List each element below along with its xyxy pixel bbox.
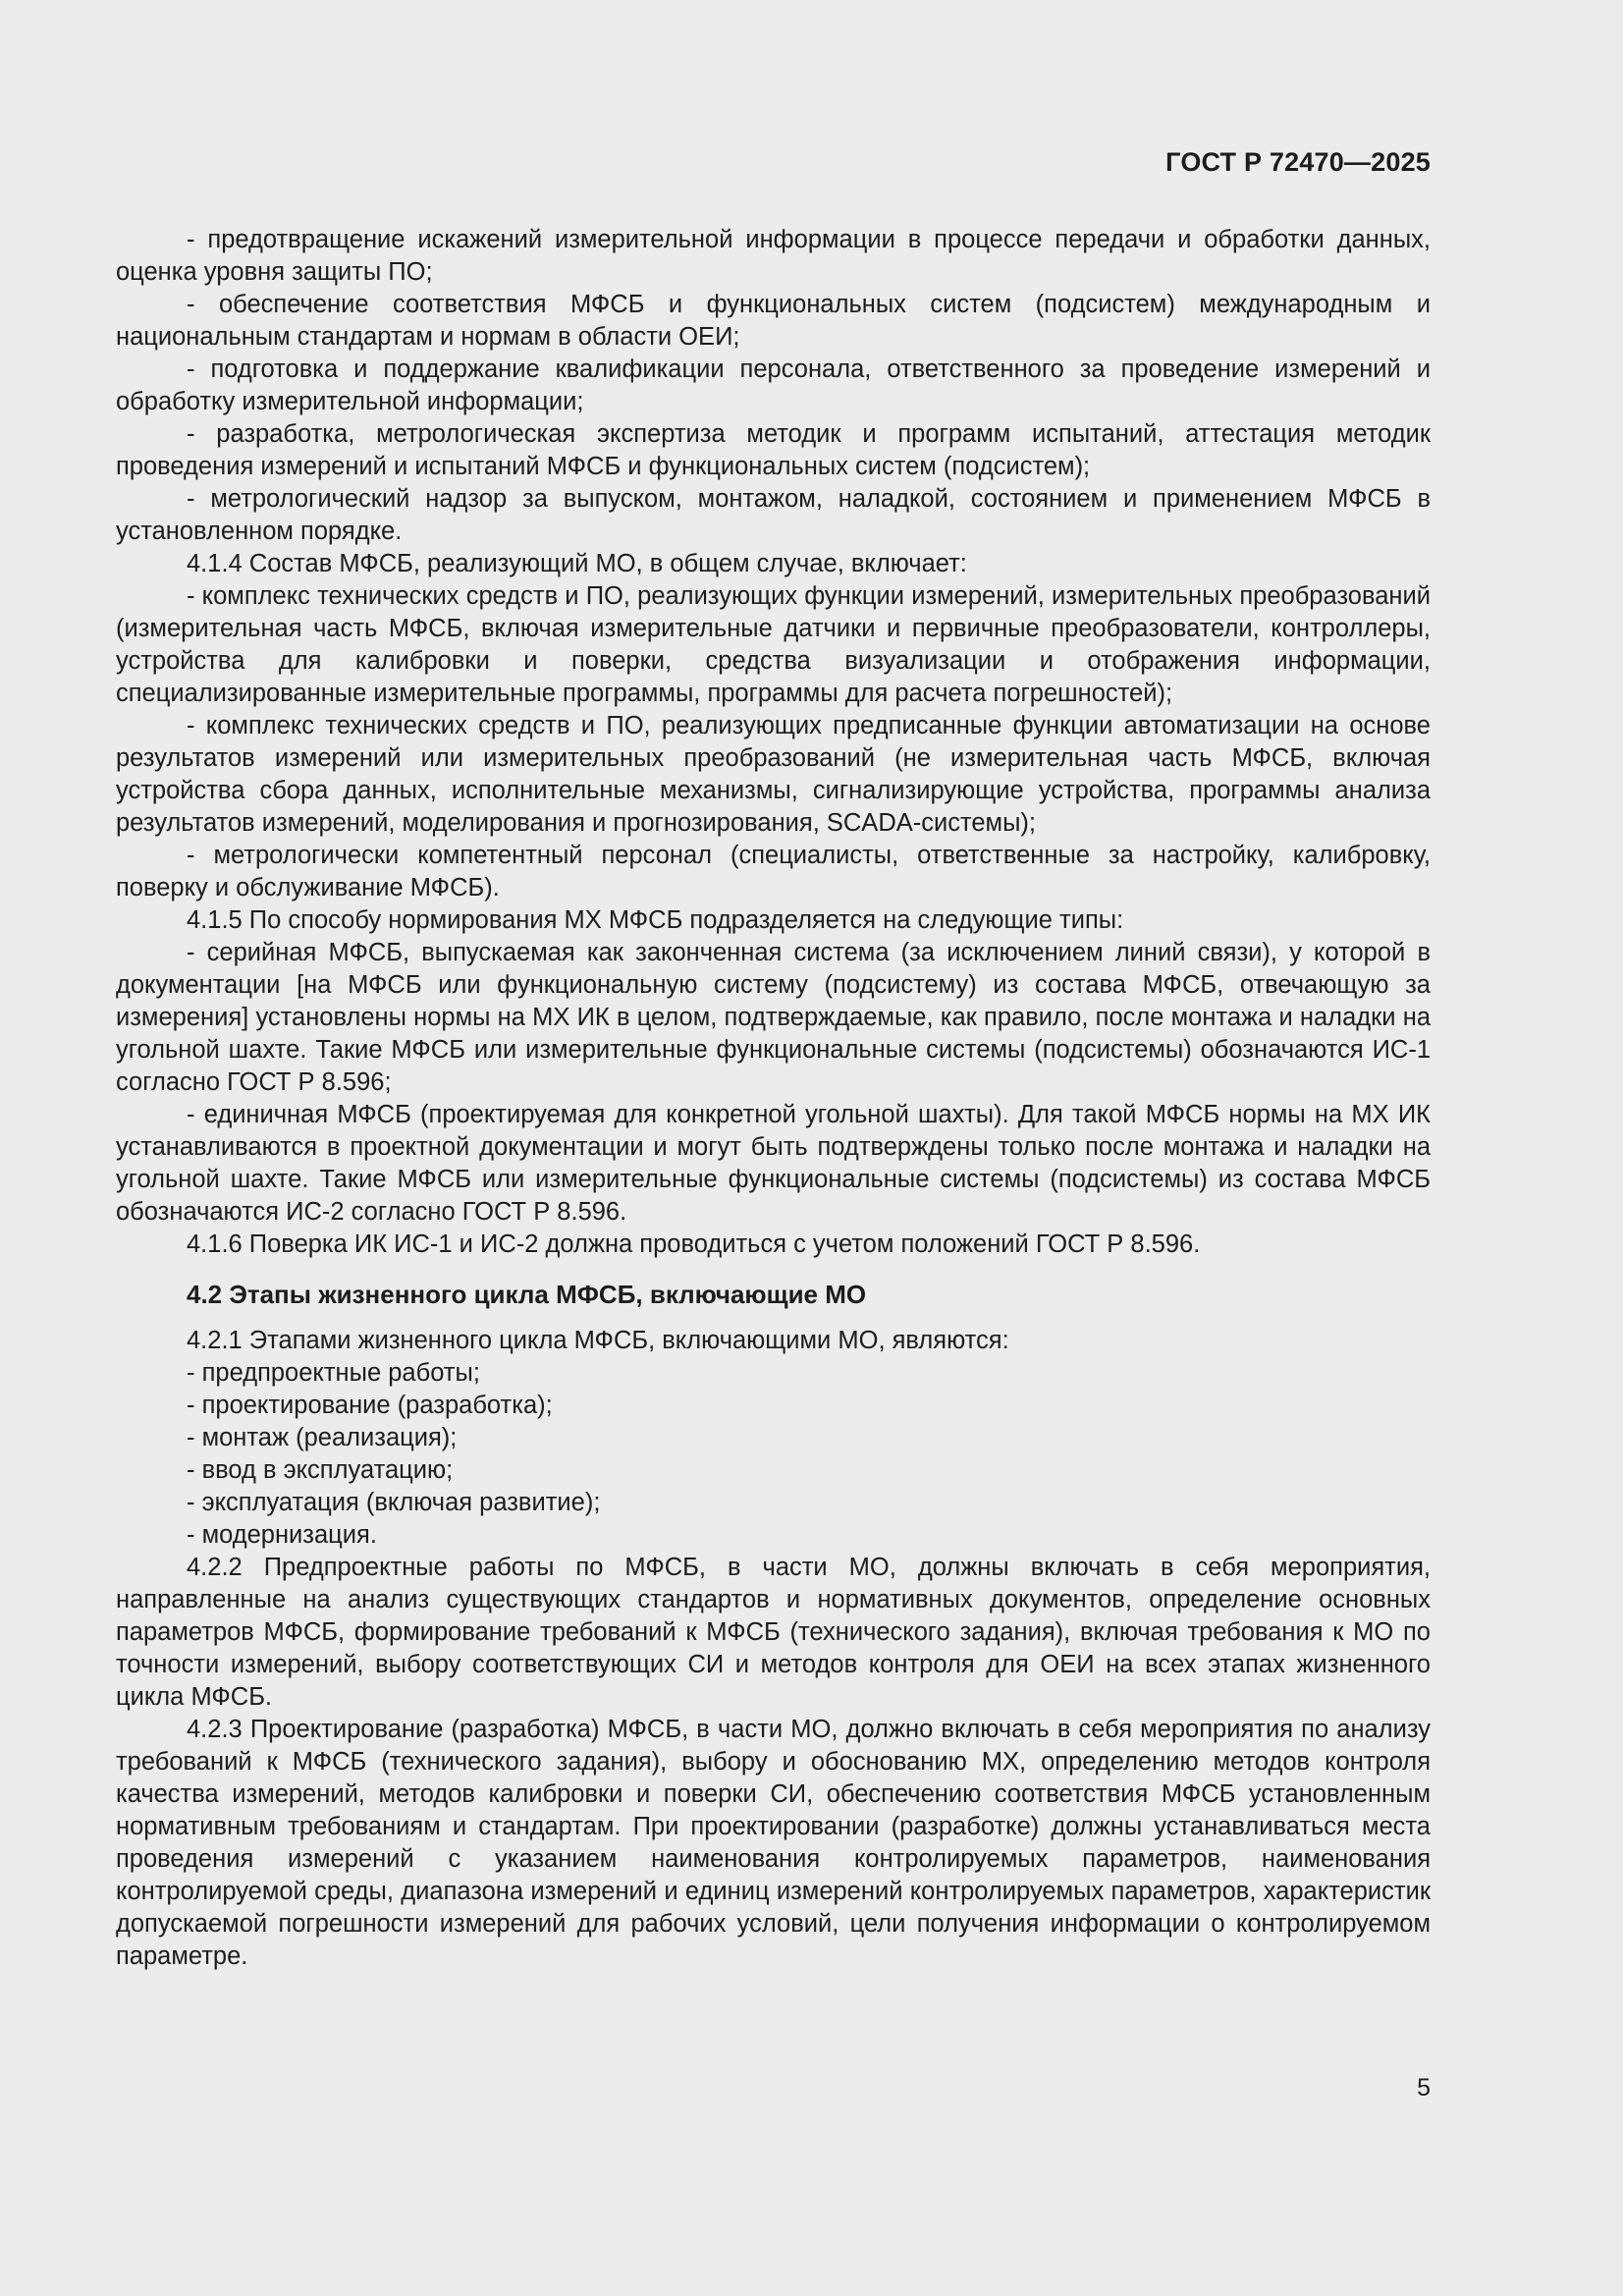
paragraph: - разработка, метрологическая экспертиза методик и программ испытаний, аттестация методик проведения измерений и испытаний МФСБ и функциональных систем (подсистем); (116, 420, 1431, 480)
page-number: 5 (1417, 2074, 1431, 2102)
clause-4-2-2: 4.2.2 Предпроектные работы по МФСБ, в части МО, должны включать в себя мероприятия, направленные на анализ существующих стандартов и нормативных документов, определение основных параметров МФСБ, формирование требований к МФСБ (технического задания), включая требования к МО по точности измерений, выбору соответствующих СИ и методов контроля для ОЕИ на всех этапах жизненного цикла МФСБ. (116, 1554, 1431, 1711)
clause-4-2-1: 4.2.1 Этапами жизненного цикла МФСБ, включающими МО, являются: (187, 1327, 1009, 1354)
document-id-header: ГОСТ Р 72470—2025 (1165, 147, 1431, 177)
list-item: - ввод в эксплуатацию; (187, 1456, 454, 1484)
list-item: - монтаж (реализация); (187, 1424, 458, 1451)
list-item: - предпроектные работы; (187, 1359, 480, 1387)
paragraph: - комплекс технических средств и ПО, реализующих функции измерений, измерительных преобразований (измерительная часть МФСБ, включая измерительные датчики и первичные преобразователи, контроллеры, устройства для калибровки и поверки, средства визуализации и отображения информации, специализированные измерительные программы, программы для расчета погрешностей); (116, 582, 1431, 707)
clause-4-1-6: 4.1.6 Поверка ИК ИС-1 и ИС-2 должна проводиться с учетом положений ГОСТ Р 8.596. (187, 1230, 1201, 1258)
paragraph: - серийная МФСБ, выпускаемая как законченная система (за исключением линий связи), у которой в документации [на МФСБ или функциональную систему (подсистему) из состава МФСБ, отвечающую за измерения] установлены нормы на МХ ИК в целом, подтверждаемые, как правило, после монтажа и наладки на угольной шахте. Такие МФСБ или измерительные функциональные системы (подсистемы) обозначаются ИС-1 согласно ГОСТ Р 8.596; (116, 939, 1431, 1096)
list-item: - эксплуатация (включая развитие); (187, 1489, 601, 1516)
clause-4-1-4: 4.1.4 Состав МФСБ, реализующий МО, в общем случае, включает: (187, 550, 967, 577)
paragraph: - комплекс технических средств и ПО, реализующих предписанные функции автоматизации на основе результатов измерений или измерительных преобразований (не измерительная часть МФСБ, включая устройства сбора данных, исполнительные механизмы, сигнализирующие устройства, программы анализа результатов измерений, моделирования и прогнозирования, SCADA-системы); (116, 712, 1431, 837)
clause-4-1-5: 4.1.5 По способу нормирования МХ МФСБ подразделяется на следующие типы: (187, 906, 1124, 934)
paragraph: - предотвращение искажений измерительной информации в процессе передачи и обработки данных, оценка уровня защиты ПО; (116, 226, 1431, 286)
clause-4-2-3: 4.2.3 Проектирование (разработка) МФСБ, в части МО, должно включать в себя мероприятия по анализу требований к МФСБ (технического задания), выбору и обоснованию МХ, определению методов контроля качества измерений, методов калибровки и поверки СИ, обеспечению соответствия МФСБ установленным нормативным требованиям и стандартам. При проектировании (разработке) должны устанавливаться места проведения измерений с указанием наименования контролируемых параметров, наименования контролируемой среды, диапазона измерений и единиц измерений контролируемых параметров, характеристик допускаемой погрешности измерений для рабочих условий, цели получения информации о контролируемом параметре. (116, 1716, 1431, 1970)
paragraph: - подготовка и поддержание квалификации персонала, ответственного за проведение измерений и обработку измерительной информации; (116, 355, 1431, 415)
list-item: - модернизация. (187, 1521, 377, 1549)
list-item: - проектирование (разработка); (187, 1392, 553, 1419)
paragraph: - единичная МФСБ (проектируемая для конкретной угольной шахты). Для такой МФСБ нормы на МХ ИК устанавливаются в проектной документации и могут быть подтверждены только после монтажа и наладки на угольной шахте. Такие МФСБ или измерительные функциональные системы (подсистемы) из состава МФСБ обозначаются ИС-2 согласно ГОСТ Р 8.596. (116, 1101, 1431, 1226)
paragraph: - обеспечение соответствия МФСБ и функциональных систем (подсистем) международным и национальным стандартам и нормам в области ОЕИ; (116, 291, 1431, 351)
paragraph: - метрологически компетентный персонал (специалисты, ответственные за настройку, калибровку, поверку и обслуживание МФСБ). (116, 842, 1431, 902)
section-heading-4-2: 4.2 Этапы жизненного цикла МФСБ, включающие МО (187, 1280, 867, 1309)
paragraph: - метрологический надзор за выпуском, монтажом, наладкой, состоянием и применением МФСБ в установленном порядке. (116, 485, 1431, 545)
document-body (116, 224, 1431, 1973)
